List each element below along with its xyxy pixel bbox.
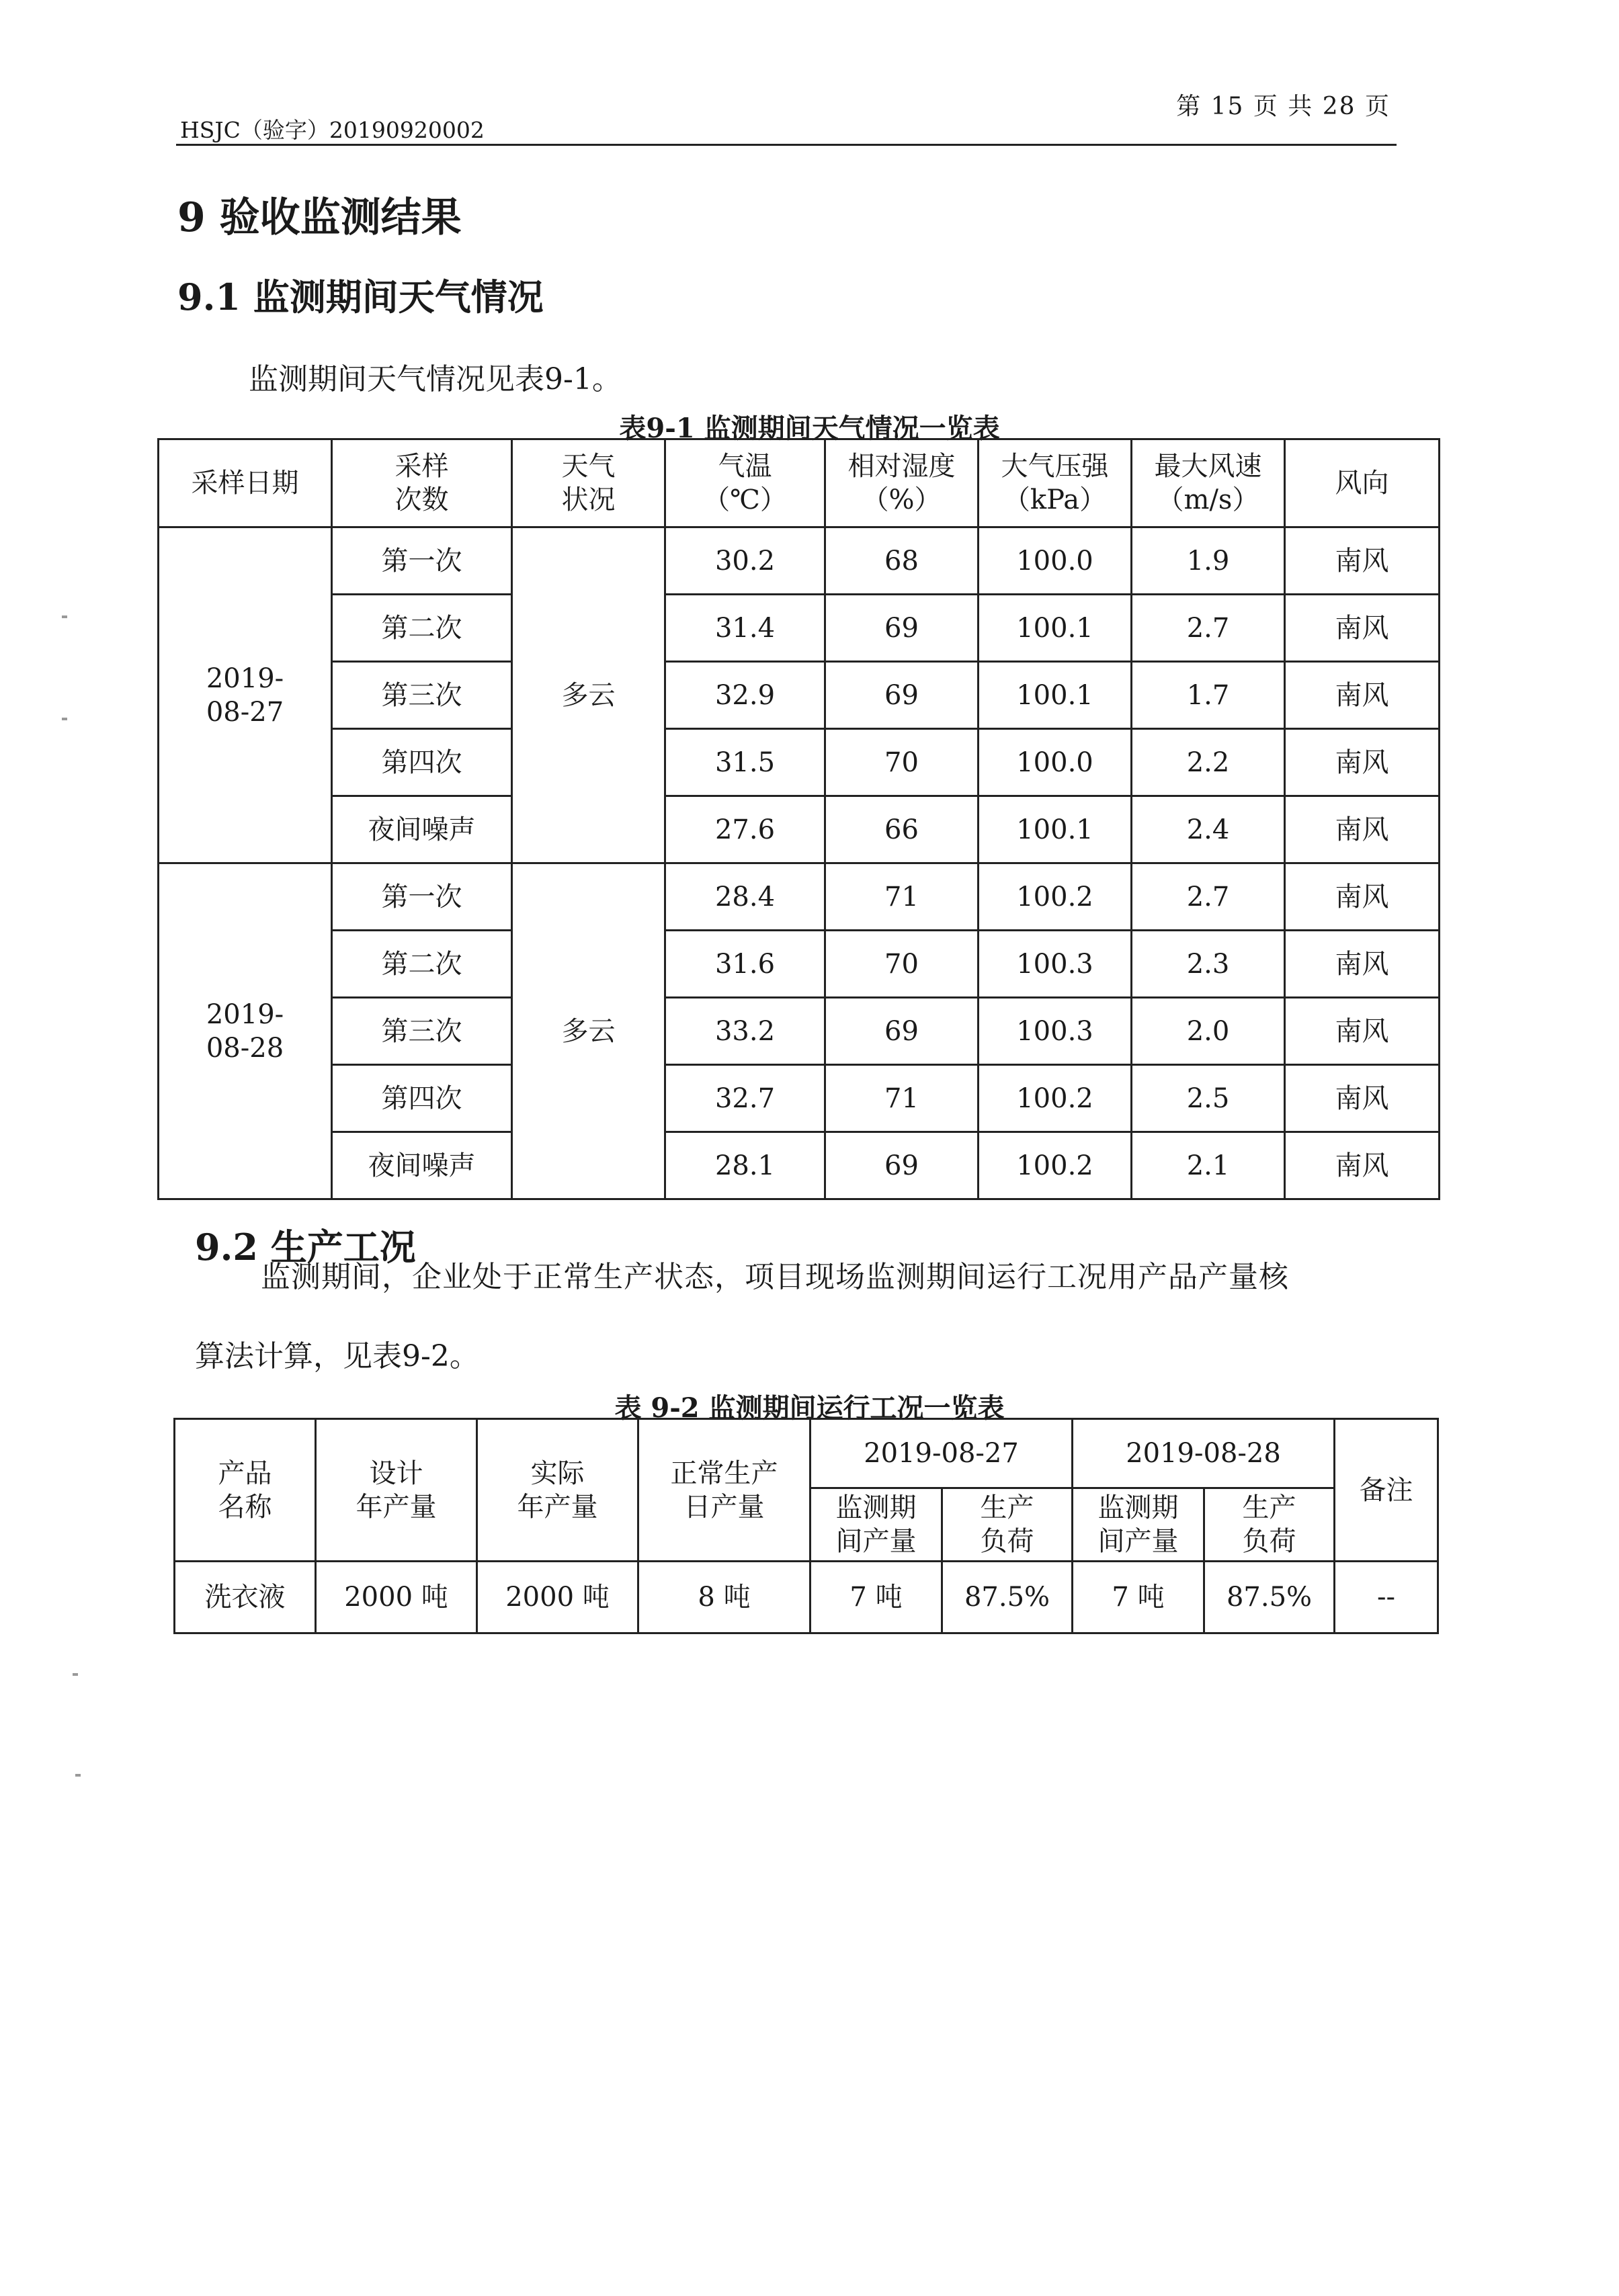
subsection-title-weather: 9.1 监测期间天气情况 — [177, 275, 544, 318]
direction-cell: 南风 — [1285, 1132, 1440, 1199]
subsection-title-production: 9.2 生产工况 — [195, 1226, 416, 1269]
direction-cell: 南风 — [1285, 931, 1440, 998]
load-cell-1: 87.5% — [942, 1562, 1073, 1633]
header-humidity: 相对湿度 （%） — [825, 439, 979, 527]
temp-cell: 28.1 — [665, 1132, 825, 1199]
count-cell: 第三次 — [332, 662, 512, 729]
table-row — [159, 595, 1440, 662]
table-row — [159, 796, 1440, 863]
count-cell: 第一次 — [332, 863, 512, 931]
count-cell: 第一次 — [332, 527, 512, 595]
header-pressure: 大气压强 （kPa） — [979, 439, 1132, 527]
header-monitor-output-2: 监测期 间产量 — [1073, 1488, 1204, 1562]
table-row — [159, 931, 1440, 998]
section-title: 9 验收监测结果 — [177, 194, 462, 241]
count-cell: 第三次 — [332, 998, 512, 1065]
direction-cell: 南风 — [1285, 1065, 1440, 1132]
header-actual-output: 实际 年产量 — [477, 1419, 638, 1562]
normal-output-cell: 8 吨 — [638, 1562, 811, 1633]
pressure-cell: 100.3 — [979, 998, 1132, 1065]
humidity-cell: 69 — [825, 595, 979, 662]
pressure-cell: 100.3 — [979, 931, 1132, 998]
table-row — [159, 998, 1440, 1065]
wind-cell: 2.1 — [1132, 1132, 1285, 1199]
humidity-cell: 70 — [825, 729, 979, 796]
table-row — [159, 1065, 1440, 1132]
header-sampling-date: 采样日期 — [159, 439, 332, 527]
count-cell: 第二次 — [332, 931, 512, 998]
load-cell-2: 87.5% — [1204, 1562, 1335, 1633]
header-divider — [176, 144, 1397, 146]
pressure-cell: 100.1 — [979, 662, 1132, 729]
wind-cell: 2.7 — [1132, 863, 1285, 931]
design-output-cell: 2000 吨 — [316, 1562, 477, 1633]
doc-code: HSJC（验字）20190920002 — [180, 117, 485, 143]
temp-cell: 27.6 — [665, 796, 825, 863]
weather-table — [157, 438, 1440, 1200]
pressure-cell: 100.2 — [979, 863, 1132, 931]
count-cell: 第二次 — [332, 595, 512, 662]
header-product: 产品 名称 — [175, 1419, 316, 1562]
count-cell: 夜间噪声 — [332, 1132, 512, 1199]
wind-cell: 2.7 — [1132, 595, 1285, 662]
product-cell: 洗衣液 — [175, 1562, 316, 1633]
pressure-cell: 100.1 — [979, 796, 1132, 863]
table1-header-row — [159, 439, 1440, 527]
production-text-line2: 算法计算，见表9-2。 — [195, 1339, 479, 1373]
temp-cell: 30.2 — [665, 527, 825, 595]
header-wind-speed: 最大风速 （m/s） — [1132, 439, 1285, 527]
table-row — [159, 863, 1440, 931]
table2-header-row-1 — [175, 1419, 1438, 1488]
pressure-cell: 100.0 — [979, 729, 1132, 796]
table1-caption: 表9-1 监测期间天气情况一览表 — [619, 413, 1000, 444]
header-monitor-output-1: 监测期 间产量 — [811, 1488, 942, 1562]
wind-cell: 2.0 — [1132, 998, 1285, 1065]
scan-mark — [75, 1774, 81, 1777]
header-normal-daily-output: 正常生产 日产量 — [638, 1419, 811, 1562]
temp-cell: 31.6 — [665, 931, 825, 998]
weather-cell: 多云 — [512, 527, 665, 863]
humidity-cell: 69 — [825, 662, 979, 729]
header-remark: 备注 — [1335, 1419, 1438, 1562]
direction-cell: 南风 — [1285, 796, 1440, 863]
wind-cell: 1.9 — [1132, 527, 1285, 595]
humidity-cell: 68 — [825, 527, 979, 595]
table2-caption: 表 9-2 监测期间运行工况一览表 — [614, 1392, 1005, 1424]
header-sampling-count: 采样 次数 — [332, 439, 512, 527]
pressure-cell: 100.0 — [979, 527, 1132, 595]
humidity-cell: 71 — [825, 1065, 979, 1132]
humidity-cell: 69 — [825, 1132, 979, 1199]
header-date-0828: 2019-08-28 — [1073, 1419, 1335, 1488]
direction-cell: 南风 — [1285, 863, 1440, 931]
temp-cell: 32.9 — [665, 662, 825, 729]
header-wind-direction: 风向 — [1285, 439, 1440, 527]
header-load-1: 生产 负荷 — [942, 1488, 1073, 1562]
date-cell: 2019- 08-27 — [159, 527, 332, 863]
direction-cell: 南风 — [1285, 662, 1440, 729]
production-table — [173, 1418, 1439, 1634]
header-design-output: 设计 年产量 — [316, 1419, 477, 1562]
direction-cell: 南风 — [1285, 729, 1440, 796]
table-row — [159, 662, 1440, 729]
humidity-cell: 69 — [825, 998, 979, 1065]
humidity-cell: 71 — [825, 863, 979, 931]
temp-cell: 31.5 — [665, 729, 825, 796]
header-load-2: 生产 负荷 — [1204, 1488, 1335, 1562]
table-row — [159, 527, 1440, 595]
actual-output-cell: 2000 吨 — [477, 1562, 638, 1633]
remark-cell: -- — [1335, 1562, 1438, 1633]
monitor-output-cell-1: 7 吨 — [811, 1562, 942, 1633]
pressure-cell: 100.1 — [979, 595, 1132, 662]
monitor-output-cell-2: 7 吨 — [1073, 1562, 1204, 1633]
scan-mark — [62, 615, 67, 618]
wind-cell: 2.3 — [1132, 931, 1285, 998]
weather-intro-text: 监测期间天气情况见表9-1。 — [249, 362, 622, 396]
wind-cell: 2.4 — [1132, 796, 1285, 863]
humidity-cell: 70 — [825, 931, 979, 998]
page-number: 第 15 页 共 28 页 — [1176, 93, 1390, 120]
count-cell: 第四次 — [332, 729, 512, 796]
production-text-line1: 监测期间，企业处于正常生产状态，项目现场监测期间运行工况用产品产量核 — [261, 1260, 1289, 1294]
table-row — [159, 729, 1440, 796]
humidity-cell: 66 — [825, 796, 979, 863]
temp-cell: 28.4 — [665, 863, 825, 931]
weather-cell: 多云 — [512, 863, 665, 1199]
header-weather: 天气 状况 — [512, 439, 665, 527]
direction-cell: 南风 — [1285, 527, 1440, 595]
direction-cell: 南风 — [1285, 998, 1440, 1065]
scan-mark — [73, 1673, 78, 1676]
temp-cell: 31.4 — [665, 595, 825, 662]
wind-cell: 2.5 — [1132, 1065, 1285, 1132]
wind-cell: 2.2 — [1132, 729, 1285, 796]
date-cell: 2019- 08-28 — [159, 863, 332, 1199]
count-cell: 夜间噪声 — [332, 796, 512, 863]
header-temperature: 气温 （℃） — [665, 439, 825, 527]
direction-cell: 南风 — [1285, 595, 1440, 662]
table-row — [175, 1562, 1438, 1633]
temp-cell: 32.7 — [665, 1065, 825, 1132]
pressure-cell: 100.2 — [979, 1065, 1132, 1132]
wind-cell: 1.7 — [1132, 662, 1285, 729]
temp-cell: 33.2 — [665, 998, 825, 1065]
table-row — [159, 1132, 1440, 1199]
scan-mark — [62, 718, 67, 720]
header-date-0827: 2019-08-27 — [811, 1419, 1073, 1488]
pressure-cell: 100.2 — [979, 1132, 1132, 1199]
count-cell: 第四次 — [332, 1065, 512, 1132]
